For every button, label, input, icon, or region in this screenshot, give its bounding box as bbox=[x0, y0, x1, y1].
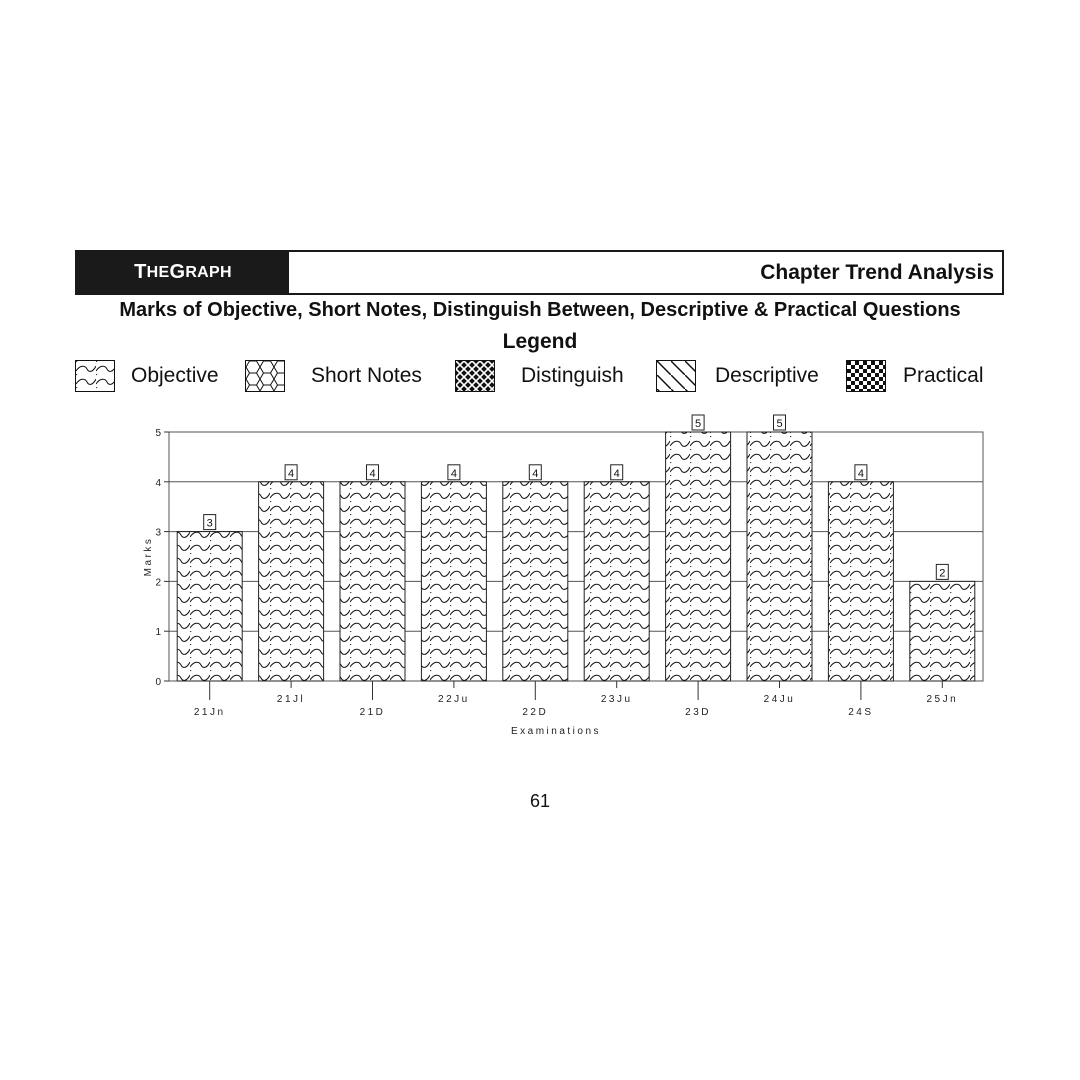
legend-item-short-notes bbox=[245, 358, 422, 394]
bar bbox=[177, 532, 242, 681]
legend-item-practical bbox=[846, 358, 984, 394]
x-tick-label: 23Ju bbox=[600, 694, 633, 705]
x-tick-label: 21Jn bbox=[193, 707, 226, 718]
legend-item-objective bbox=[75, 358, 219, 394]
bars bbox=[177, 415, 975, 681]
y-tick-label: 1 bbox=[155, 627, 161, 639]
bar bbox=[503, 482, 568, 681]
y-tick-label: 2 bbox=[155, 577, 161, 589]
legend-label: Short Notes bbox=[311, 364, 422, 387]
bar bbox=[828, 482, 893, 681]
bar bbox=[747, 432, 812, 681]
section-label-rest-2: RAPH bbox=[185, 263, 232, 281]
y-tick-label: 0 bbox=[155, 677, 161, 688]
section-label-initial-1: T bbox=[134, 261, 147, 283]
x-tick-label: 25Jn bbox=[926, 694, 959, 705]
y-tick-label: 5 bbox=[155, 428, 161, 439]
hexagon-pattern-icon bbox=[245, 360, 285, 392]
legend-label: Descriptive bbox=[715, 364, 819, 387]
x-tick-label: 24S bbox=[848, 707, 874, 718]
section-label-initial-2: G bbox=[169, 261, 186, 283]
data-label: 4 bbox=[532, 467, 539, 480]
section-label bbox=[77, 252, 289, 293]
data-label: 5 bbox=[776, 418, 783, 430]
legend-label: Distinguish bbox=[521, 364, 624, 387]
legend bbox=[75, 358, 1005, 394]
checker-pattern-icon bbox=[846, 360, 886, 392]
legend-label: Objective bbox=[131, 364, 219, 387]
legend-item-distinguish bbox=[455, 358, 624, 394]
y-tick-label: 4 bbox=[155, 477, 161, 489]
legend-item-descriptive bbox=[656, 358, 819, 394]
bar bbox=[421, 482, 486, 681]
x-tick-label: 24Ju bbox=[763, 694, 796, 705]
y-tick-label: 3 bbox=[155, 527, 161, 539]
bar bbox=[340, 482, 405, 681]
header-title: Chapter Trend Analysis bbox=[760, 260, 994, 284]
legend-label: Practical bbox=[903, 364, 984, 387]
data-label: 4 bbox=[857, 467, 864, 480]
bar-chart bbox=[130, 410, 1000, 745]
x-tick-label: 23D bbox=[685, 707, 712, 718]
weave-pattern-icon bbox=[455, 360, 495, 392]
bar bbox=[910, 581, 975, 681]
y-axis-title: Marks bbox=[143, 536, 154, 577]
data-label: 4 bbox=[613, 467, 620, 480]
x-tick-label: 22Ju bbox=[438, 694, 470, 705]
bar bbox=[259, 482, 324, 681]
data-label: 4 bbox=[288, 467, 295, 480]
bar bbox=[666, 432, 731, 681]
x-tick-label: 21Jl bbox=[276, 694, 306, 705]
x-axis-title: Examinations bbox=[510, 726, 602, 737]
data-label: 4 bbox=[450, 467, 457, 480]
section-header bbox=[75, 250, 1004, 295]
data-label: 4 bbox=[369, 467, 376, 480]
data-label: 2 bbox=[939, 567, 946, 580]
bar bbox=[584, 482, 649, 681]
data-label: 3 bbox=[206, 517, 213, 530]
x-tick-label: 22D bbox=[522, 707, 549, 718]
waves-pattern-icon bbox=[75, 360, 115, 392]
page-number: 61 bbox=[529, 791, 551, 811]
diagonal-pattern-icon bbox=[656, 360, 696, 392]
data-label: 5 bbox=[695, 418, 702, 430]
x-tick-label: 21D bbox=[359, 707, 386, 718]
legend-title: Legend bbox=[502, 330, 578, 353]
section-label-rest-1: HE bbox=[146, 263, 170, 281]
chart-subtitle: Marks of Objective, Short Notes, Distinguish Between, Descriptive & Practical Questions bbox=[119, 299, 961, 321]
